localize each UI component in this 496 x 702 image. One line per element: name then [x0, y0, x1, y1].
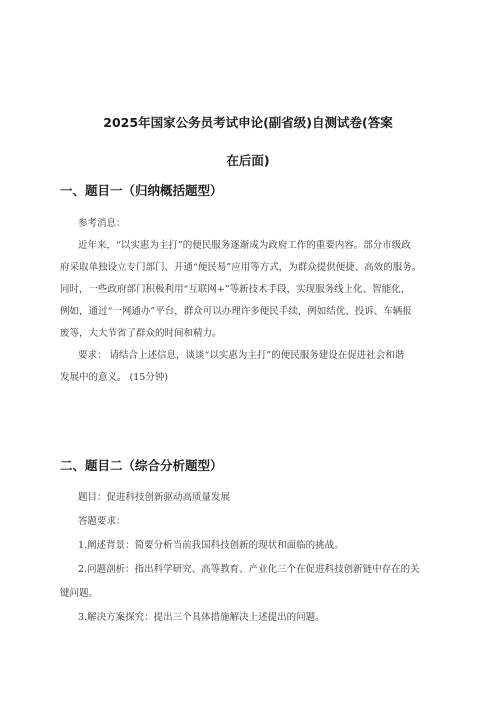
section-1-paragraph-line: 废等，大大节省了群众的时间和精力。: [60, 328, 222, 339]
document-title-continued: 在后面): [226, 153, 270, 168]
section-1-requirement-line: 要求： 请结合上述信息，谈谈“以实惠为主打”的便民服务建设在促进社会和谐: [78, 350, 405, 361]
section-1-material-label: 参考消息：: [78, 218, 126, 229]
document-title: 2025年国家公务员考试申论(副省级)自测试卷(答案: [103, 115, 393, 130]
section-1-paragraph-line: 同时，一些政府部门积极利用“互联网+”等新技术手段，实现服务线上化、智能化，: [60, 284, 411, 295]
section-2-topic: 题目：促进科技创新驱动高质量发展: [78, 492, 231, 503]
section-1-paragraph-line: 府采取单独设立专门部门、开通“便民易”应用等方式，为群众提供便捷、高效的服务。: [60, 262, 422, 273]
section-2-item: 1.阐述背景：简要分析当前我国科技创新的现状和面临的挑战。: [78, 540, 344, 551]
section-1-paragraph-line: 近年来，“以实惠为主打”的便民服务逐渐成为政府工作的重要内容。部分市级政: [78, 240, 411, 251]
section-1-heading: 一、题目一（归纳概括题型）: [60, 183, 223, 198]
section-2-item: 2.问题剖析：指出科学研究、高等教育、产业化三个在促进科技创新链中存在的关: [78, 564, 420, 575]
section-2-item: 3.解决方案探究：提出三个具体措施解决上述提出的问题。: [78, 612, 325, 623]
section-2-heading: 二、题目二（综合分析题型）: [60, 458, 223, 473]
section-1-paragraph-line: 例如，通过“一网通办”平台，群众可以办理许多便民手续，例如结优、投诉、车辆报: [60, 306, 412, 317]
section-1-requirement-line: 发展中的意义。 (15分钟): [60, 372, 169, 383]
section-2-requirements-label: 答题要求：: [78, 516, 126, 527]
section-2-item-continued: 键问题。: [60, 588, 99, 599]
